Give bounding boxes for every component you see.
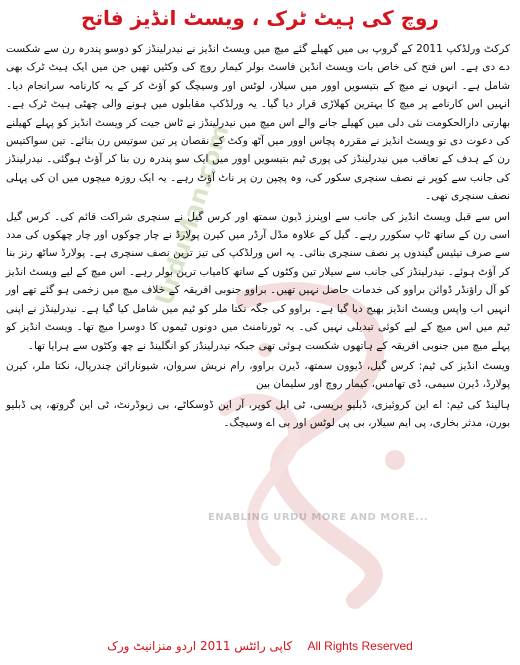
article-paragraph-2: اس سے قبل ویسٹ انڈیز کی جانب سے اوپنرز ڈیون سمتھ اور کرس گیل نے سنچری شراکت قائم کی۔ کرس گیل اسی رن کے ساتھ ٹاپ سکورر رہے۔ گیل کے علاوہ مڈل آرڈر میں کیرن پولارڈ نے چار چوکوں اور چار چھکوں کی مدد سے صرف تیئیس گیندوں پر نصف سنچری بنائی۔ یہ اس ورلڈکپ کی تیز ترین نصف سنچری ہے۔ پولارڈ ساٹھ رنز بنا کر آؤٹ ہوئے۔ نیدرلینڈز کی جانب سے سیلار تین وکٹوں کے ساتھ کامیاب ترین بولر رہے۔ اس میچ کے لیے ویسٹ انڈیز کو آل راؤنڈر ڈوائن براوو کی خدمات حاصل نہیں تھیں۔ براوو جنوبی افریقہ کے خلاف میچ میں زخمی ہو گئے تھے اور انہیں اب واپس ویسٹ انڈیز بھیج دیا گیا ہے۔ براوو کی جگہ نکتا ملر کو ٹیم میں شامل کیا گیا ہے۔ نیدرلینڈز نے اپنی ٹیم میں اس میچ کے لیے کوئی تبدیلی نہیں کی۔ یہ ٹورنامنٹ میں دونوں ٹیموں کا دوسرا میچ تھا۔ ویسٹ انڈیز کو پہلے میچ میں جنوبی افریقہ کے ہاتھوں شکست ہوئی تھی جبکہ نیدرلینڈز کو انگلینڈ نے چھ وکٹوں سے ہرایا تھا۔ (6, 210, 510, 352)
netherlands-team-list: ہالینڈ کی ٹیم: اے این کروئیزی، ڈبلیو بریسی، ٹی ایل کوپر، آر این ڈوسکاٹے، بی زیوڈرنٹ، ٹی این گروتھ، پی ڈبلیو بورن، مدثر بخاری، پی ایم سیلار، بی پی لوٹس اور بی اے وسیچگ۔ (6, 398, 510, 430)
west-indies-team-list: ویسٹ انڈیز کی ٹیم: کرس گیل، ڈیوون سمتھ، ڈیرن براوو، رام نریش سروان، شیونارائن چندرپال، نکتا ملر، کیرن پولارڈ، ڈیرن سیمی، ڈی تھامس، کیمار روچ اور سلیمان بین (6, 359, 510, 391)
copyright-english: All Rights Reserved (307, 639, 413, 653)
article-paragraph-1: کرکٹ ورلڈکپ 2011 کے گروپ بی میں کھیلے گئے میچ میں ویسٹ انڈیز نے نیدرلینڈز کو دوسو پندرہ رن سے شکست دے دی ہے۔ اس فتح کی خاص بات ویسٹ انڈین فاسٹ بولر کیمار روچ کی وکٹیں تھیں جن میں ایک ہیٹ ٹرک بھی شامل ہے۔ انہوں نے میچ کے بتیسویں اوور میں سیلار، لوٹس اور وسیچگ کو آؤٹ کر کے یہ کارنامہ سرانجام دیا۔ انہیں اس کارنامے پر میچ کا بہترین کھلاڑی قرار دیا گیا۔ یہ ورلڈکپ مقابلوں میں ہونے والی چھٹی ہیٹ ٹرک ہے۔ بھارتی دارالحکومت نئی دلی میں کھیلے جانے والے اس میچ میں نیدرلینڈز نے ٹاس جیت کر ویسٹ انڈیز کو پہلے کھیلنے کی دعوت دی تو ویسٹ انڈیز نے مقررہ پچاس اوور میں آٹھ وکٹ کے نقصان پر تین سوتیس رن بنائے۔ تین سواکتیس رن کے ہدف کے تعاقب میں نیدرلینڈز کی پوری ٹیم بتیسویں اوور میں ایک سو پندرہ رن بنا کر آؤٹ ہوگئی۔ نیدرلینڈز کی جانب سے کوپر نے نصف سنچری سکور کی، وہ پچپن رن پر ناٹ آؤٹ رہے۔ یہ ایک روزہ میچوں میں ان کی پہلی نصف سنچری تھی۔ (6, 43, 511, 203)
watermark-slogan: ENABLING URDU MORE AND MORE... (208, 512, 429, 523)
copyright-footer (0, 636, 520, 656)
copyright-urdu: کاپی رائٹس 2011 اردو منزانیٹ ورک (107, 639, 293, 653)
article-title: روچ کی ہیٹ ٹرک ، ویسٹ انڈیز فاتح (81, 6, 439, 30)
article-body (6, 40, 510, 435)
watermark-url: UrduMan.com (150, 121, 235, 309)
